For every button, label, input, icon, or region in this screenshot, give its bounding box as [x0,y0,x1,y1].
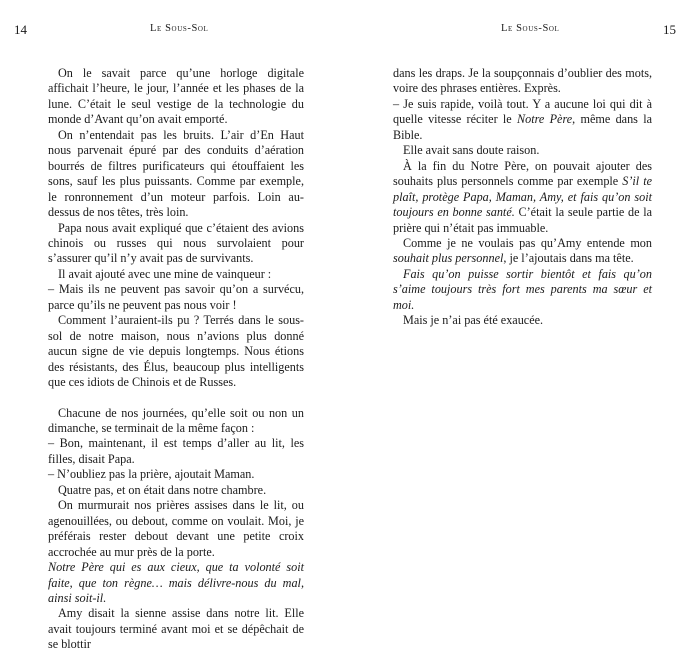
right-page [350,0,700,557]
running-head: Le Sous-Sol [150,23,209,34]
paragraph [393,159,652,236]
text-run: , je l’ajoutais dans ma tête. [503,251,634,266]
paragraph: Elle avait sans doute raison. [403,143,540,158]
running-head: Le Sous-Sol [501,23,560,34]
paragraph: On le savait parce qu’une horloge digitale affichait l’heure, le jour, l’année et les phases de la lune. C’était le seul vestige de la technologie du monde d’Avant qu’on avait emporté. [48,66,304,127]
paragraph [393,236,652,267]
prayer-quote: Notre Père qui es aux cieux, que ta volonté soit faite, que ton règne… mais délivre-nous du mal, ainsi soit-il. [48,560,304,605]
page-number: 15 [663,22,676,37]
page-body [393,66,652,329]
paragraph: On murmurait nos prières assises dans le lit, ou agenouillées, ou debout, comme on voulait. Moi, je préférais rester debout devant une petite croix accrochée au mur près de la porte. [48,498,304,559]
left-page [0,0,350,652]
dialogue-line: – Bon, maintenant, il est temps d’aller au lit, les filles, disait Papa. [48,436,304,466]
text-run: C’était la seule partie de la prière qui n’était pas immuable. [393,205,652,235]
paragraph: dans les draps. Je la soupçonnais d’oublier des mots, voire des phrases entières. Exprès. [393,66,652,96]
paragraph: Amy disait la sienne assise dans notre lit. Elle avait toujours terminé avant moi et se dépêchait de se blottir [48,606,304,652]
paragraph: Papa nous avait expliqué que c’étaient des avions chinois ou russes qui nous survolaient pour s’assurer qu’il n’y avait pas de survivants. [48,220,304,266]
wish-quote: Fais qu’on puisse sortir bientôt et fais qu’on s’aime toujours très fort mes parents ma sœur et moi. [393,266,652,312]
text-run: Comme je ne voulais pas qu’Amy entende mon [403,235,652,250]
paragraph: On n’entendait pas les bruits. L’air d’En Haut nous parvenait épuré par des conduits d’aération bourrés de filtres purificateurs qui étouffaient les sons, sauf les plus puissants. Comme par exemple, le ronronnement d’un moteur parfois. Loin au-dessus de nos têtes, très loin. [48,127,304,220]
text-run: À la fin du Notre Père, on pouvait ajouter des souhaits plus personnels comme par exemple [393,158,652,189]
dialogue-line [393,97,652,143]
page-body [48,66,304,653]
paragraph: Comment l’auraient-ils pu ? Terrés dans le sous-sol de notre maison, nous n’avions plus donné aucun signe de vie depuis longtemps. Nous étions des résistants, des Élus, beaucoup plus intelligents que ces idiots de Chinois et de Russes. [48,313,304,390]
paragraph: Il avait ajouté avec une mine de vainqueur : [58,266,272,281]
text-run: , même dans la Bible. [393,112,652,142]
dialogue-line: – N’oubliez pas la prière, ajoutait Maman. [48,467,255,482]
paragraph: Chacune de nos journées, qu’elle soit ou non un dimanche, se terminait de la même façon : [48,405,304,435]
dialogue-line: – Mais ils ne peuvent pas savoir qu’on a survécu, parce qu’ils ne peuvent pas nous voir ! [48,282,304,312]
text-run: – Je suis rapide, voilà tout. Y a aucune loi qui dit à quelle vitesse réciter le [393,96,652,127]
italic-run: souhait plus personnel [393,251,504,266]
paragraph: Quatre pas, et on était dans notre chambre. [58,482,267,497]
italic-run: S’il te plaît, protège Papa, Maman, Amy, et fais qu’on soit toujours en bonne santé. [393,174,652,220]
page-number: 14 [14,22,27,37]
paragraph: Mais je n’ai pas été exaucée. [403,313,544,328]
italic-run: Notre Père [517,112,573,127]
